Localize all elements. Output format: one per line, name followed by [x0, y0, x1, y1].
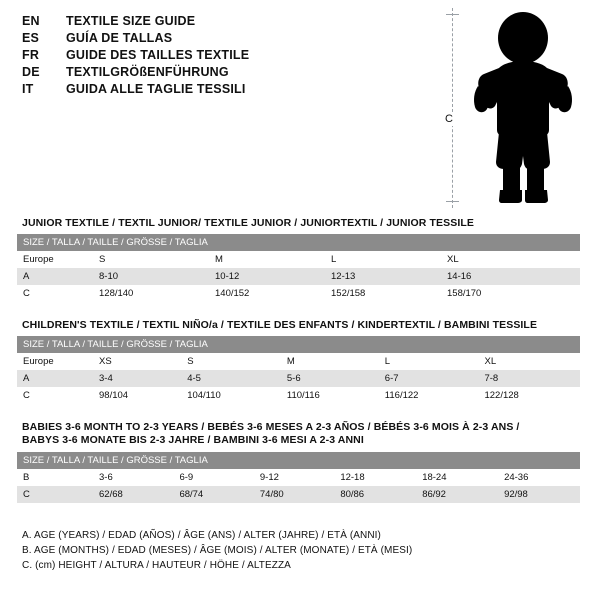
cell: 92/98	[498, 486, 580, 503]
cell: 6-9	[173, 469, 253, 486]
cell: 10-12	[209, 268, 325, 285]
cell: 158/170	[441, 285, 580, 302]
table-row	[17, 370, 580, 387]
height-tick-top	[446, 14, 459, 15]
row-label: Europe	[17, 353, 93, 370]
table-header-row	[17, 336, 580, 353]
cell: 3-6	[93, 469, 173, 486]
language-code: FR	[22, 48, 40, 62]
legend-line-c: C. (cm) HEIGHT / ALTURA / HAUTEUR / HÖHE / ALTEZZA	[22, 560, 291, 571]
section-title-babies-line2: BABYS 3-6 MONATE BIS 2-3 JAHRE / BAMBINI 3-6 MESI A 2-3 ANNI	[22, 434, 364, 446]
row-label: C	[17, 486, 93, 503]
cell: 122/128	[478, 387, 580, 404]
height-tick-bottom	[446, 201, 459, 202]
cell: 104/110	[181, 387, 281, 404]
language-code: DE	[22, 65, 40, 79]
cell: 7-8	[478, 370, 580, 387]
cell: L	[379, 353, 479, 370]
cell: S	[93, 251, 209, 268]
cell: 12-18	[334, 469, 416, 486]
child-figure	[436, 8, 586, 208]
language-title: GUIDA ALLE TAGLIE TESSILI	[66, 82, 246, 96]
cell: 24-36	[498, 469, 580, 486]
row-label: Europe	[17, 251, 93, 268]
table-header-label: SIZE / TALLA / TAILLE / GRÖSSE / TAGLIA	[17, 234, 580, 251]
row-label: C	[17, 387, 93, 404]
section-title-babies	[22, 421, 519, 447]
cell: 5-6	[281, 370, 379, 387]
language-title: GUÍA DE TALLAS	[66, 31, 173, 45]
cell: M	[209, 251, 325, 268]
legend-block	[22, 528, 412, 573]
cell: XS	[93, 353, 181, 370]
cell: 62/68	[93, 486, 173, 503]
cell: XL	[478, 353, 580, 370]
table-row	[17, 268, 580, 285]
child-silhouette-icon	[466, 12, 584, 204]
cell: 110/116	[281, 387, 379, 404]
height-measure-line	[452, 8, 453, 208]
table-header-row	[17, 234, 580, 251]
section-title-babies-line1: BABIES 3-6 MONTH TO 2-3 YEARS / BEBÉS 3-6 MESES A 2-3 AÑOS / BÉBÉS 3-6 MOIS À 2-3 ANS /	[22, 421, 520, 433]
cell: 80/86	[334, 486, 416, 503]
table-row	[17, 486, 580, 503]
cell: 9-12	[254, 469, 334, 486]
cell: 86/92	[416, 486, 498, 503]
language-title: TEXTILE SIZE GUIDE	[66, 14, 196, 28]
cell: M	[281, 353, 379, 370]
cell: 18-24	[416, 469, 498, 486]
cell: 68/74	[173, 486, 253, 503]
table-header-label: SIZE / TALLA / TAILLE / GRÖSSE / TAGLIA	[17, 336, 580, 353]
row-label: A	[17, 370, 93, 387]
row-label: A	[17, 268, 93, 285]
language-title: TEXTILGRÖßENFÜHRUNG	[66, 65, 229, 79]
babies-size-table	[17, 452, 580, 503]
table-row	[17, 285, 580, 302]
junior-size-table	[17, 234, 580, 302]
language-code: ES	[22, 31, 40, 45]
language-code: IT	[22, 82, 34, 96]
cell: L	[325, 251, 441, 268]
cell: 6-7	[379, 370, 479, 387]
cell: 140/152	[209, 285, 325, 302]
language-row	[22, 65, 442, 79]
legend-line-a: A. AGE (YEARS) / EDAD (AÑOS) / ÂGE (ANS) / ALTER (JAHRE) / ETÀ (ANNI)	[22, 530, 381, 541]
cell: 4-5	[181, 370, 281, 387]
children-size-table	[17, 336, 580, 404]
language-row	[22, 82, 442, 96]
table-row	[17, 353, 580, 370]
table-row	[17, 387, 580, 404]
table-row	[17, 251, 580, 268]
language-title-block	[22, 14, 442, 99]
row-label: C	[17, 285, 93, 302]
cell: S	[181, 353, 281, 370]
legend-line-b: B. AGE (MONTHS) / EDAD (MESES) / ÂGE (MOIS) / ALTER (MONATE) / ETÀ (MESI)	[22, 545, 413, 556]
cell: 74/80	[254, 486, 334, 503]
language-row	[22, 48, 442, 62]
table-row	[17, 469, 580, 486]
cell: 152/158	[325, 285, 441, 302]
cell: 14-16	[441, 268, 580, 285]
language-code: EN	[22, 14, 40, 28]
cell: 116/122	[379, 387, 479, 404]
row-label: B	[17, 469, 93, 486]
cell: 8-10	[93, 268, 209, 285]
cell: 98/104	[93, 387, 181, 404]
language-row	[22, 31, 442, 45]
section-title-children: CHILDREN'S TEXTILE / TEXTIL NIÑO/a / TEXTILE DES ENFANTS / KINDERTEXTIL / BAMBINI TESSILE	[22, 319, 538, 331]
cell: 12-13	[325, 268, 441, 285]
table-header-label: SIZE / TALLA / TAILLE / GRÖSSE / TAGLIA	[17, 452, 580, 469]
language-title: GUIDE DES TAILLES TEXTILE	[66, 48, 250, 62]
cell: 128/140	[93, 285, 209, 302]
cell: 3-4	[93, 370, 181, 387]
section-title-junior: JUNIOR TEXTILE / TEXTIL JUNIOR/ TEXTILE JUNIOR / JUNIORTEXTIL / JUNIOR TESSILE	[22, 217, 474, 229]
height-label-c: C	[445, 113, 453, 125]
table-header-row	[17, 452, 580, 469]
cell: XL	[441, 251, 580, 268]
language-row	[22, 14, 442, 28]
